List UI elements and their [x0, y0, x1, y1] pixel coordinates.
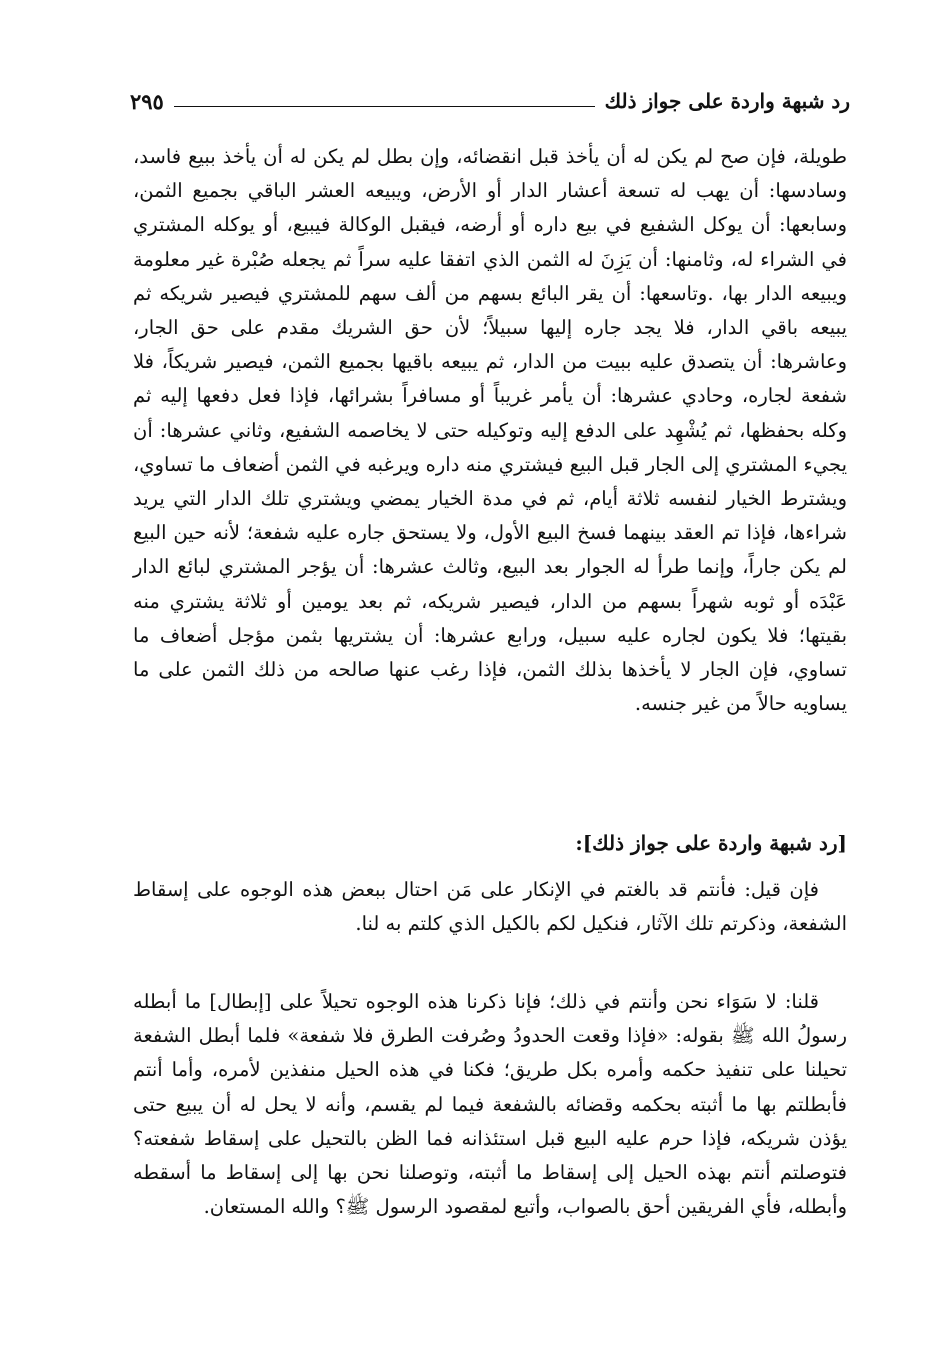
- main-text-block: [133, 140, 847, 721]
- section-heading: [رد شبهة واردة على جواز ذلك]:: [575, 831, 847, 855]
- question-paragraph: فإن قيل: فأنتم قد بالغتم في الإنكار على مَن احتال ببعض هذه الوجوه على إسقاط الشفعة، وذكرتم تلك الآثار، فنكيل لكم بالكيل الذي كلتم به لنا.: [133, 878, 847, 936]
- answer-block: [133, 985, 847, 1224]
- page-number: ٢٩٥: [130, 88, 164, 114]
- question-block: [133, 873, 847, 941]
- header-title: رد شبهة واردة على جواز ذلك: [604, 89, 850, 113]
- answer-paragraph: قلنا: لا سَوَاء نحن وأنتم في ذلك؛ فإنا ذكرنا هذه الوجوه تحيلاً على [إبطال] ما أبطله رسولُ الله ﷺ بقوله: «فإذا وقعت الحدودُ وصُرفت الطرق فلا شفعة» فلما أبطل الشفعة تحيلنا على تنفيذ حكمه وأمره بكل طريق؛ فكنا في هذه الحيل منفذين لأمره، وأما أنتم فأبطلتم بها ما أثبته بحكمه وقضائه بالشفعة فيما لم يقسم، وأنه لا يحل له أن يبيع حتى يؤذن شريكه، فإذا حرم عليه البيع قبل استئذانه فما الظن بالتحيل على إسقاط شفعته؟ فتوصلتم أنتم بهذه الحيل إلى إسقاط ما أثبته، وتوصلنا نحن بها إلى إسقاط ما أسقطه وأبطله، فأي الفريقين أحق بالصواب، وأتبع لمقصود الرسول ﷺ؟ والله المستعان.: [133, 990, 847, 1219]
- body-paragraph: طويلة، فإن صح لم يكن له أن يأخذ قبل انقضائه، وإن بطل لم يكن له أن يأخذ ببيع فاسد، وسادسها: أن يهب له تسعة أعشار الدار أو الأرض، ويبيعه العشر الباقي بجميع الثمن، وسابعها: أن يوكل الشفيع في بيع داره أو أرضه، فيقبل الوكالة فيبيع، أو يوكله المشتري في الشراء له، وثامنها: أن يَزِنَ له الثمن الذي اتفقا عليه سراً ثم يجعله صُبْرة غير معلومة ويبيعه الدار بها، .وتاسعها: أن يقر البائع بسهم من ألف سهم للمشتري فيصير شريكه ثم يبيعه باقي الدار، فلا يجد جاره إليها سبيلاً؛ لأن حق الشريك مقدم على حق الجار، وعاشرها: أن يتصدق عليه ببيت من الدار، ثم يبيعه باقيها بجميع الثمن، فيصير شريكاً، فلا شفعة لجاره، وحادي عشرها: أن يأمر غريباً أو مسافراً بشرائها، فإذا فعل دفعها إليه ثم وكله بحفظها، ثم يُشْهِد على الدفع إليه وتوكيله حتى لا يخاصمه الشفيع، وثاني عشرها: أن يجيء المشتري إلى الجار قبل البيع فيشتري منه داره ويرغبه في الثمن أضعاف ما تساوي، ويشترط الخيار لنفسه ثلاثة أيام، ثم في مدة الخيار يمضي ويشتري تلك الدار التي يريد شراءها، فإذا تم العقد بينهما فسخ البيع الأول، ولا يستحق جاره عليه شفعة؛ لأنه حين البيع لم يكن جاراً، وإنما طرأ له الجوار بعد البيع، وثالث عشرها: أن يؤجر المشتري لبائع الدار عَبْدَه أو ثوبه شهراً بسهم من الدار، فيصير شريكه، ثم بعد يومين أو ثلاثة يشتري منه بقيتها؛ فلا يكون لجاره عليه سبيل، ورابع عشرها: أن يشتريها بثمن مؤجل أضعاف ما تساوي، فإن الجار لا يأخذها بذلك الثمن، فإذا رغب عنها صالحه من ذلك الثمن على ما يساويه حالاً من غير جنسه.: [133, 145, 847, 716]
- header-rule: [174, 106, 595, 107]
- running-header: [130, 84, 850, 118]
